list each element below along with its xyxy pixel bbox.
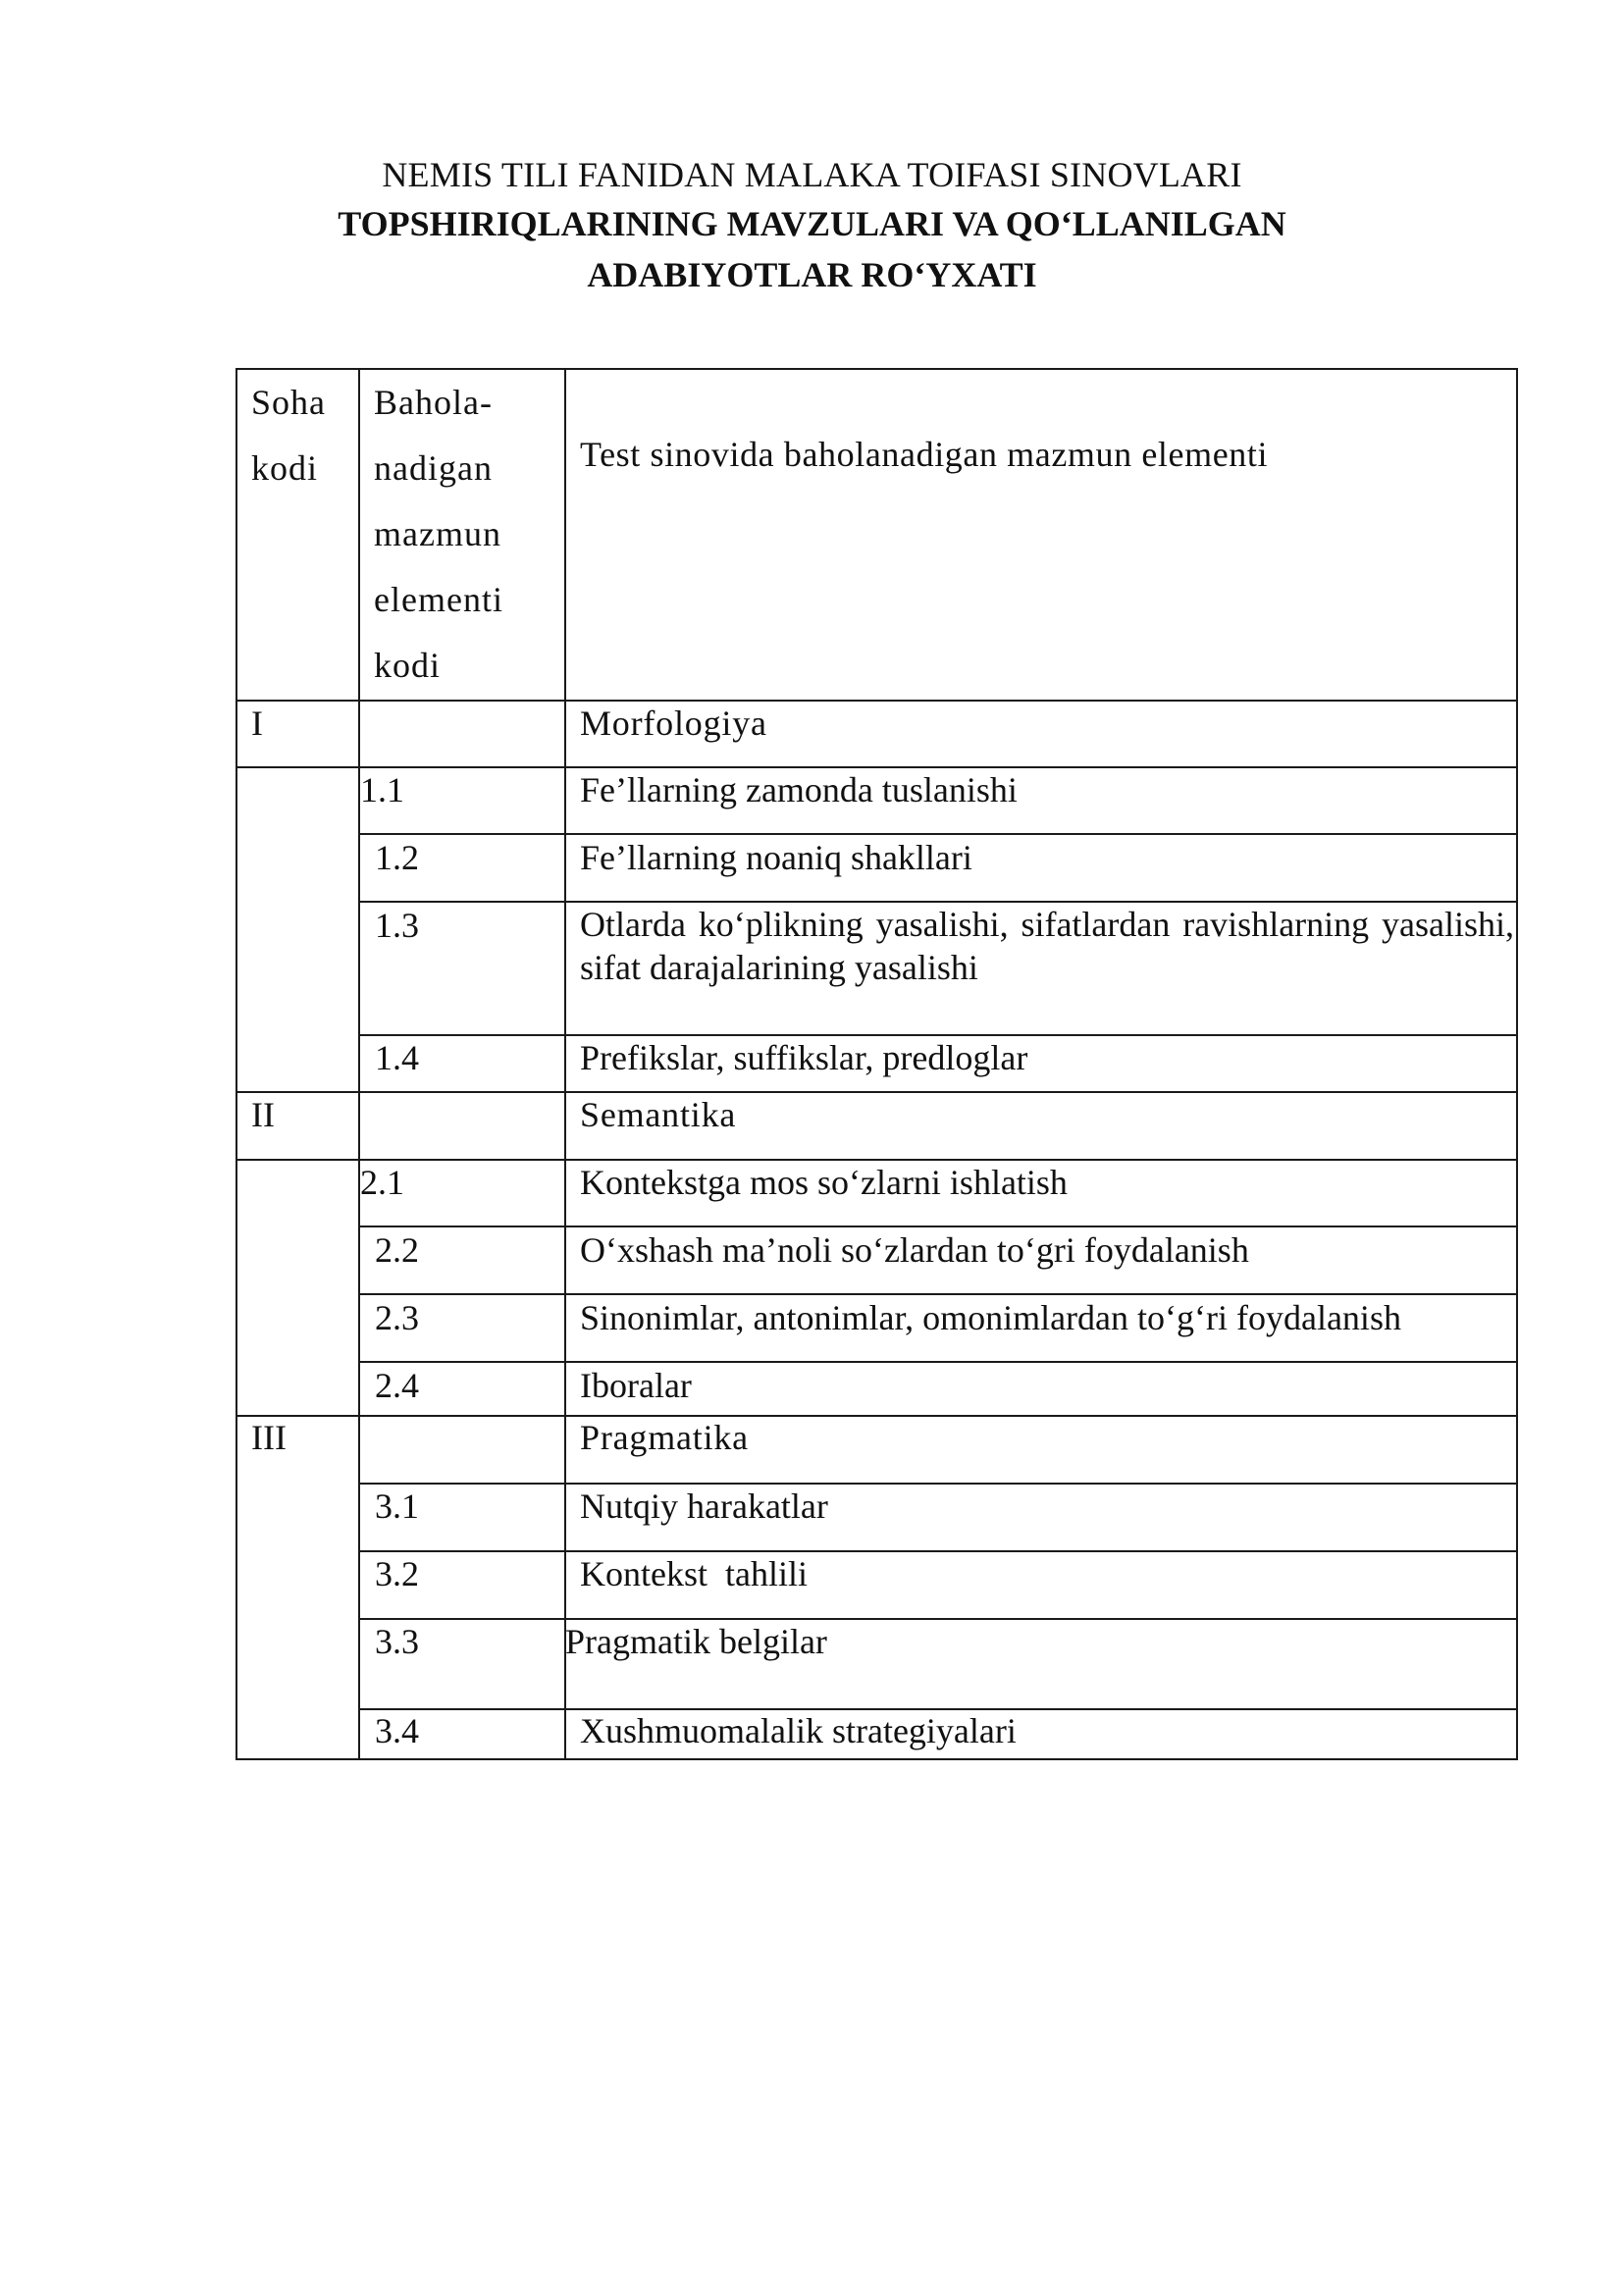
row-divider (358, 1708, 1518, 1710)
section-code: III (251, 1418, 287, 1457)
header-text: nadigan (374, 448, 493, 488)
item-code: 3.3 (375, 1622, 419, 1661)
item-code: 2.3 (375, 1298, 419, 1337)
item-code: 1.3 (375, 906, 419, 945)
header-content-element: Test sinovida baholanadigan mazmun elementi (580, 435, 1269, 474)
row-divider (236, 1091, 1518, 1093)
section-title: Morfologiya (580, 704, 767, 743)
item-text: Fe’llarning zamonda tuslanishi (580, 770, 1018, 809)
header-text: mazmun (374, 514, 501, 553)
header-text: elementi (374, 580, 503, 619)
content-elements-table (236, 368, 1518, 1760)
header-element-code (374, 370, 503, 699)
item-text: Pragmatik belgilar (565, 1622, 827, 1661)
header-soha-kodi (251, 370, 326, 501)
item-code: 1.2 (375, 838, 419, 877)
item-code: 3.4 (375, 1711, 419, 1750)
document-title-line-2: TOPSHIRIQLARINING MAVZULARI VA QO‘LLANILGAN (338, 204, 1286, 243)
row-divider (358, 1034, 1518, 1036)
item-code: 1.4 (375, 1038, 419, 1077)
header-text: kodi (374, 646, 442, 685)
item-text: Otlarda ko‘plikning yasalishi, sifatlardan ravishlarning yasalishi, sifat darajalarining yasalishi (580, 905, 1514, 987)
row-divider (358, 1550, 1518, 1552)
row-divider (358, 1618, 1518, 1620)
item-text: Iboralar (580, 1366, 692, 1405)
section-title: Pragmatika (580, 1418, 749, 1457)
item-code: 3.1 (375, 1487, 419, 1526)
item-code: 3.2 (375, 1554, 419, 1593)
section-code: I (251, 704, 263, 743)
row-divider (358, 1293, 1518, 1295)
header-text: Soha (251, 383, 326, 422)
table-border-bottom (236, 1758, 1518, 1760)
row-divider (358, 833, 1518, 835)
item-text: Xushmuomalalik strategiyalari (580, 1711, 1017, 1750)
item-text: Fe’llarning noaniq shakllari (580, 838, 972, 877)
row-divider (236, 1415, 1518, 1417)
table-border-left (236, 368, 237, 1760)
row-divider (236, 766, 1518, 768)
row-divider (358, 1361, 1518, 1363)
item-code: 2.1 (360, 1163, 404, 1202)
header-text: Bahola- (374, 383, 493, 422)
row-divider (236, 700, 1518, 702)
section-title: Semantika (580, 1095, 737, 1134)
row-divider (358, 1226, 1518, 1227)
item-text: Nutqiy harakatlar (580, 1487, 828, 1526)
row-divider (358, 1483, 1518, 1485)
document-title-line-1: NEMIS TILI FANIDAN MALAKA TOIFASI SINOVLARI (382, 155, 1242, 194)
section-code: II (251, 1095, 275, 1134)
item-text: Prefikslar, suffikslar, predloglar (580, 1038, 1028, 1077)
document-title-line-3: ADABIYOTLAR RO‘YXATI (587, 255, 1037, 294)
row-divider (236, 1159, 1518, 1161)
item-code: 2.2 (375, 1230, 419, 1270)
item-code: 1.1 (360, 770, 404, 809)
item-code: 2.4 (375, 1366, 419, 1405)
item-text: O‘xshash ma’noli so‘zlardan to‘gri foydalanish (580, 1230, 1249, 1270)
header-text: kodi (251, 448, 319, 488)
item-text: Kontekst tahlili (580, 1554, 808, 1593)
item-text: Sinonimlar, antonimlar, omonimlardan to‘g‘ri foydalanish (580, 1298, 1401, 1337)
item-text: Kontekstga mos so‘zlarni ishlatish (580, 1163, 1068, 1202)
